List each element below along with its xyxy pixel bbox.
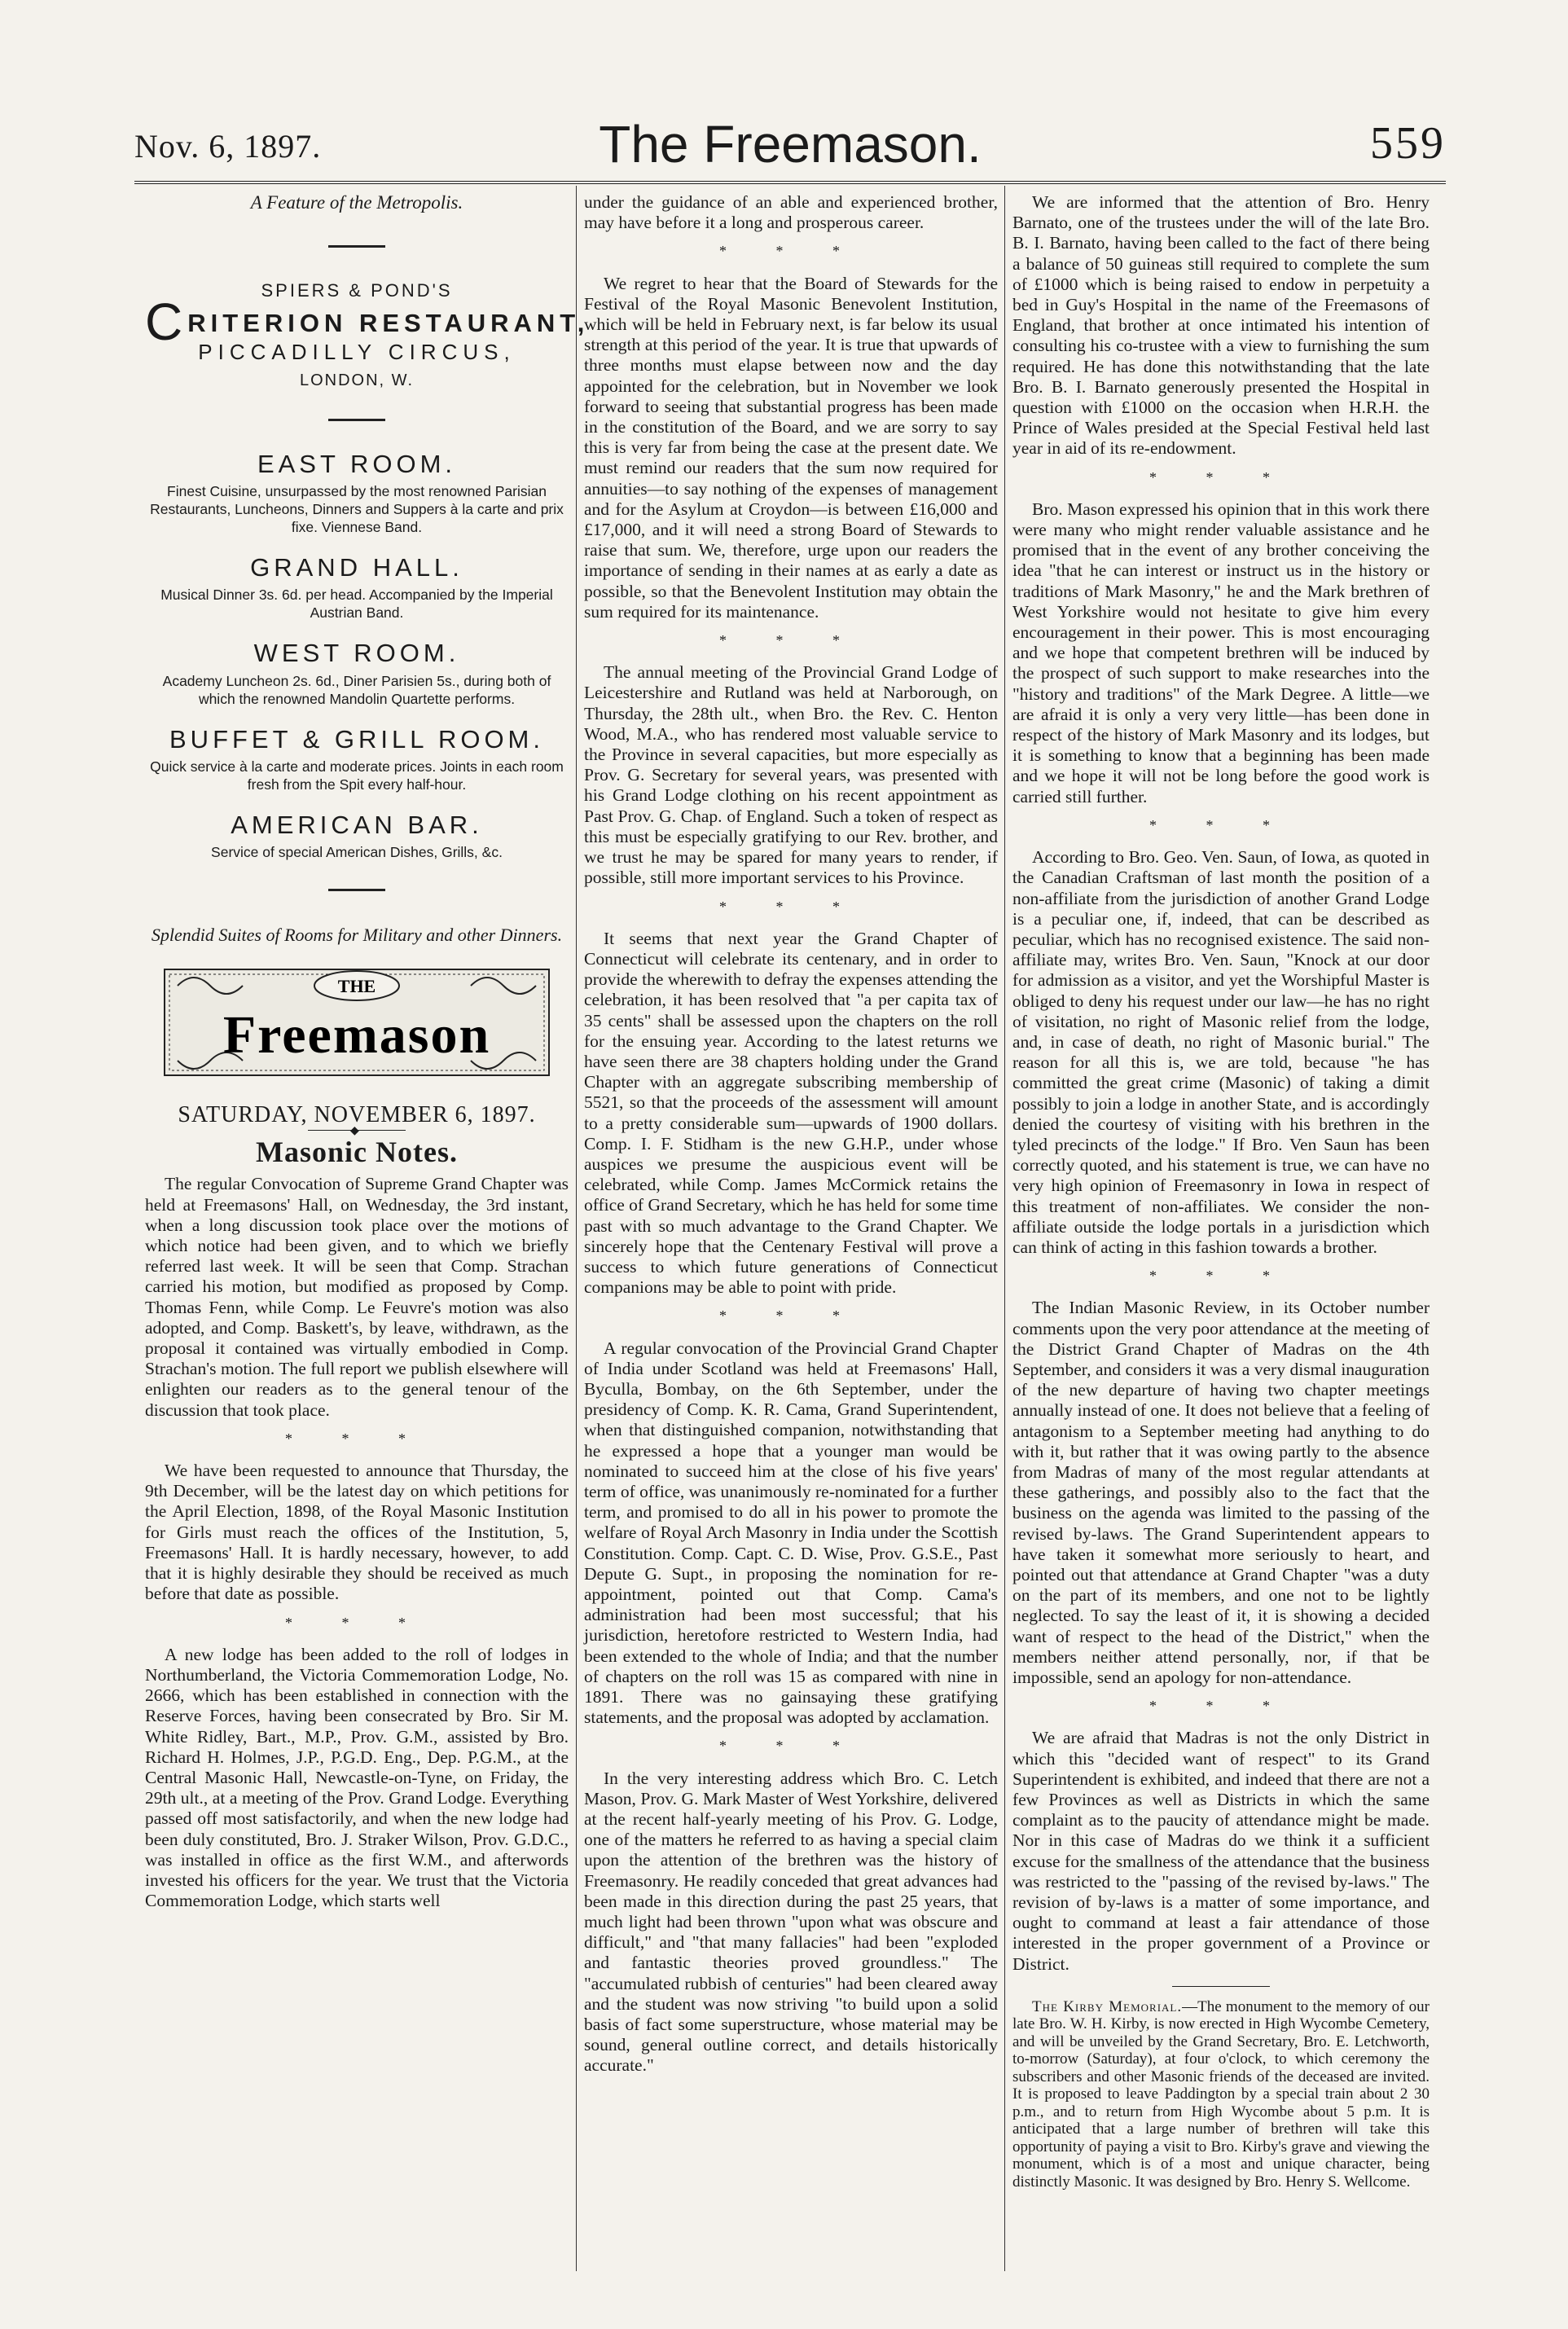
banner-title: Freemason	[222, 1005, 491, 1066]
section-separator: * * *	[719, 898, 863, 915]
article-paragraph: We are informed that the attention of Bro. Henry Barnato, one of the trustees under the will of the late Bro. B. I. Barnato, having been called to the fact of there being a balance of 50 guineas still required to complete the sum of £1000 which is being raised to endow in perpetuity a bed in Guy's Hospital in the name of the Freemasons of England, that brother at once intimated his intention of consulting his co-trustee with a view to furnishing the sum required. He has done this notwithstanding that the late Bro. B. I. Barnato generously presented the Hospital in question with £1000 on the occasion when H.R.H. the Prince of Wales presided at the Special Festival held last year in aid of its re-endowment.	[1012, 192, 1430, 459]
kirby-text: —The monument to the memory of our late Bro. W. H. Kirby, is now erected in High Wycombe Cemetery, and will be unveiled by the Grand Secretary, Bro. E. Letchworth, to-morrow (Saturday), at four o'clock, to which ceremony the subscribers and other Masonic friends of the deceased are invited. It is proposed to leave Paddington by a special train about 2 30 p.m., and to return from High Wycombe about 5 p.m. It is anticipated that a large number of brethren will take this opportunity of paying a visit to Bro. Kirby's grave and viewing the monument, which is of a most and unique character, being distinctly Masonic. It was designed by Bro. Henry S. Wellcome.	[1012, 1997, 1430, 2191]
room-title: WEST ROOM.	[253, 639, 460, 668]
section-separator: * * *	[1149, 1268, 1293, 1285]
room-description: Academy Luncheon 2s. 6d., Diner Parisien 5s., during both of which the renowned Mandolin Quartette performs.	[162, 672, 551, 707]
room-title: EAST ROOM.	[257, 450, 457, 479]
section-separator: * * *	[1149, 816, 1293, 833]
ad-rule	[328, 419, 385, 421]
article-paragraph: It seems that next year the Grand Chapter of Connecticut will celebrate its centenary, and in order to provide the wherewith to defray the expenses attending the celebration, it has been resolved that "a per capita tax of 35 cents" shall be assessed upon the chapters on the roll for the ensuing year. According to the latest returns we have seen there are 38 chapters holding under the Grand Chapter with an aggregate subscribing membership of 5521, so that the proceeds of the assessment will amount to a pretty considerable sum—upwards of 1900 dollars. Comp. I. F. Stidham is the new G.H.P., under whose auspices we presume the auspicious event will be celebrated, while Comp. James McCormick retains the office of Grand Secretary, which he has held for some time past with so much advantage to the Grand Chapter. We sincerely hope that the Centenary Festival will prove a success to which future generations of Connecticut companions may be able to point with pride.	[584, 928, 998, 1298]
room-title: GRAND HALL.	[250, 553, 463, 582]
issue-date: SATURDAY, NOVEMBER 6, 1897.	[178, 1102, 536, 1128]
ad-rule	[328, 245, 385, 248]
section-separator: * * *	[719, 243, 863, 260]
room-title: AMERICAN BAR.	[231, 810, 483, 839]
ad-location: PICCADILLY CIRCUS,	[198, 339, 516, 364]
column-1	[145, 192, 590, 1913]
ad-firm: SPIERS & POND'S	[261, 280, 453, 301]
section-separator: * * *	[719, 632, 863, 649]
freemason-banner-logo	[161, 961, 552, 1083]
article-paragraph: We have been requested to announce that Thursday, the 9th December, will be the latest day on which petitions for the April Election, 1898, of the Royal Masonic Institution for Girls must reach the offices of the Institution, 5, Freemasons' Hall. It is hardly necessary, however, to add that it is highly desirable they should be received as much before that date as possible.	[145, 1461, 569, 1604]
article-paragraph: We are afraid that Madras is not the only District in which this "decided want of respect" to its Grand Superintendent is exhibited, and indeed that there are not a few Provinces as well as Districts in which the same complaint as to the paucity of attendance might be made. Nor in this case of Madras do we think it a sufficient excuse for the smallness of the attendance that the business was restricted to the "passing of the revised by-laws." The revision of by-laws is a matter of some importance, and ought to command at least a fair attendance of those interested in the proper government of a Province or District.	[1012, 1728, 1430, 1974]
section-title: Masonic Notes.	[256, 1136, 458, 1169]
article-paragraph: In the very interesting address which Bro. C. Letch Mason, Prov. G. Mark Master of West Yorkshire, delivered at the recent half-yearly meeting of his Prov. G. Lodge, one of the matters he referred to as having a special claim upon the attention of the brethren was the history of Freemasonry. He readily conceded that great advances had been made in this direction during the past 25 years, that much light had been thrown "upon what was obscure and difficult," and "that many fallacies" had been "exploded and fantastic theories proved groundless." The "accumulated rubbish of centuries" had been cleared away and the student was now striving "to build upon a solid basis of fact some superstructure, whose material may be sound, general outline correct, and details historically accurate."	[584, 1768, 998, 2076]
article-paragraph: The annual meeting of the Provincial Grand Lodge of Leicestershire and Rutland was held at Narborough, on Thursday, the 28th ult., when Bro. the Rev. C. Henton Wood, M.A., who has rendered most valuable service to the Province in several capacities, but more especially as Prov. G. Secretary for several years, was presented with his Grand Lodge clothing on his recent appointment as Past Prov. G. Chap. of England. Such a token of respect as this must be especially gratifying to our Rev. brother, and we trust he may be spared for many years to render, if possible, still more important services to his Province.	[584, 662, 998, 888]
section-separator: * * *	[285, 1430, 428, 1447]
column-divider-1	[576, 186, 577, 2271]
ad-tagline: A Feature of the Metropolis.	[250, 192, 463, 213]
ornament-rule	[308, 1130, 406, 1131]
kirby-lead: The Kirby Memorial.	[1032, 1997, 1183, 2015]
article-paragraph: According to Bro. Geo. Ven. Saun, of Iowa, as quoted in the Canadian Craftsman of last month the position of a non-affiliate from the jurisdiction of another Grand Lodge is a peculiar one, if, indeed, that can be described as peculiar, which has no recognised existence. The said non-affiliate may, writes Bro. Ven. Saun, "Knock at our door for admission as a visitor, and yet the Worshipful Master is obliged to deny his request under our law—he has no right of visitation, no right of Masonic relief from the lodge, and, in case of death, no right of Masonic burial." The reason for all this is, we are told, because "he has committed the great crime (Masonic) of taking a dimit possibly to join a lodge in another State, and is accordingly denied the courtesy of visiting with his brethren in the tyled precincts of the lodge." If Bro. Ven Saun has been correctly quoted, and his statement is true, we can have no very high opinion of Freemasonry in Iowa in respect of this treatment of non-affiliates. We consider the non-affiliate outside the lodge portals in a jurisdiction which can think of acting in this fashion towards a brother.	[1012, 847, 1430, 1257]
article-paragraph: The regular Convocation of Supreme Grand Chapter was held at Freemasons' Hall, on Wednesday, the 3rd instant, when a long discussion took place over the motions of which notice had been given, and to which we briefly referred last week. It will be seen that Comp. Strachan carried his motion, but modified as proposed by Comp. Thomas Fenn, while Comp. Le Feuvre's motion was also adopted, and Comp. Baskett's, by leave, withdrawn, as the proposal it contained was virtually embodied in Comp. Strachan's motion. The full report we publish elsewhere will enlighten our readers as to the general tenour of the discussion that took place.	[145, 1174, 569, 1420]
room-title: BUFFET & GRILL ROOM.	[169, 724, 544, 754]
room-description: Musical Dinner 3s. 6d. per head. Accompanied by the Imperial Austrian Band.	[160, 587, 553, 622]
room-description: Finest Cuisine, unsurpassed by the most renowned Parisian Restaurants, Luncheons, Dinners and Suppers à la carte and prix fixe. Viennese Band.	[150, 483, 564, 536]
column-divider-2	[1004, 186, 1005, 2271]
ad-name-initial: C	[145, 292, 188, 352]
page-header	[134, 114, 1446, 179]
column-3	[1012, 192, 1430, 2192]
ad-name-rest: RITERION RESTAURANT,	[187, 309, 590, 338]
masthead-title: The Freemason.	[599, 115, 982, 174]
room-description: Quick service à la carte and moderate prices. Joints in each room fresh from the Spit every half-hour.	[150, 758, 564, 793]
column-2	[584, 192, 998, 2078]
ornament-rule	[1172, 1986, 1270, 1987]
article-paragraph: We regret to hear that the Board of Stewards for the Festival of the Royal Masonic Benevolent Institution, which will be held in February next, is far below its usual strength at this period of the year. It is true that upwards of three months must elapse between now and the day appointed for the celebration, but in November we look forward to seeing that substantial progress has been made in the constitution of the Board, and we are sorry to say this is very far from being the case at the present date. We must remind our readers that the sum now required for annuities—to say nothing of the expenses of management and for the Asylum at Croydon—is between £16,000 and £17,000, and it will need a strong Board of Stewards to raise that sum. We, therefore, urge upon our readers the importance of sending in their names at as early a date as possible, so that the Benevolent Institution may obtain the sum required for its maintenance.	[584, 273, 998, 622]
ad-rule	[328, 889, 385, 891]
section-separator: * * *	[719, 1307, 863, 1325]
section-separator: * * *	[719, 1738, 863, 1755]
article-paragraph: A regular convocation of the Provincial Grand Chapter of India under Scotland was held at Freemasons' Hall, Byculla, Bombay, on the 6th September, under the presidency of Comp. K. R. Cama, Grand Superintendent, when that distinguished companion, notwithstanding that he expressed a hope that a younger man would be nominated to succeed him at the close of his five years' term of office, was unanimously re-nominated for a further term, and promised to do all in his power to promote the welfare of Royal Arch Masonry in India under the Scottish Constitution. Comp. Capt. C. D. Wise, Prov. G.S.E., Past Depute G. Supt., in proposing the nomination for re-appointment, pointed out that Comp. Cama's administration had been most successful; that his jurisdiction, heretofore restricted to Western India, had been extended to the whole of India; and that the number of chapters on the roll was 15 as compared with nine in 1891. There was no gainsaying these gratifying statements, and the proposal was adopted by acclamation.	[584, 1338, 998, 1728]
header-rule	[134, 181, 1446, 184]
room-description: Service of special American Dishes, Grills, &c.	[211, 844, 503, 861]
page-number: 559	[1370, 118, 1446, 169]
section-separator: * * *	[1149, 468, 1293, 486]
article-paragraph: under the guidance of an able and experienced brother, may have before it a long and prosperous career.	[584, 192, 998, 233]
section-separator: * * *	[1149, 1698, 1293, 1715]
article-paragraph: The Indian Masonic Review, in its October number comments upon the very poor attendance at the meeting of the District Grand Chapter of Madras on the 4th September, and considers it was a very dismal inauguration of the new departure of having two chapter meetings annually instead of one. It does not believe that a feeling of antagonism to a September meeting had anything to do with it, but rather that it was owing partly to the absence from Madras of many of the most regular attendants at these gatherings, and possibly also to the fact that the business on the agenda was limited to the passing of the revised by-laws. The Grand Superintendent appears to have taken it somewhat more seriously to heart, and pointed out that attendance at Grand Chapter "was a duty on the part of its members, and one not to be lightly neglected. To say the least of it, it is showing a decided want of respect to the head of the District," when the members neither attend personally, nor, if that be impossible, send an apology for non-attendance.	[1012, 1298, 1430, 1688]
section-separator: * * *	[285, 1614, 428, 1631]
article-paragraph: A new lodge has been added to the roll of lodges in Northumberland, the Victoria Commemoration Lodge, No. 2666, which has been established in connection with the Reserve Forces, having been consecrated by Bro. Sir M. White Ridley, Bart., M.P., Prov. G.M., assisted by Bro. Richard H. Holmes, J.P., P.G.D. Eng., Dep. P.G.M., at the Central Masonic Hall, Newcastle-on-Tyne, on Friday, the 29th ult., at a meeting of the Prov. Grand Lodge. Everything passed off most satisfactorily, and when the new lodge had been duly constituted, Bro. J. Straker Wilson, Prov. G.D.C., was installed in office as the first W.M., and afterwords invested his officers for the year. We trust that the Victoria Commemoration Lodge, which starts well	[145, 1644, 569, 1911]
article-paragraph: Bro. Mason expressed his opinion that in this work there were many who might render valuable assistance and he promised that in the event of any brother conceiving the idea "that he can interest or instruct us in the history or traditions of Mark Masonry," he and the Mark brethren of West Yorkshire would not hesitate to give him every encouragement in their power. This is most encouraging and we hope that competent brethren will be induced by the prospect of such support to make researches into the "history and traditions" of the Mark Degree. A little—we are afraid it is only a very very little—has been done in respect of the history of Mark Masonry and its lodges, but it is something to know that a beginning has been made and we hope it will not be long before the good work is carried still further.	[1012, 499, 1430, 806]
header-date: Nov. 6, 1897.	[134, 128, 322, 165]
ad-town: LONDON, W.	[299, 371, 414, 389]
kirby-memorial-notice	[1012, 1998, 1430, 2191]
ad-suites: Splendid Suites of Rooms for Military and other Dinners.	[151, 925, 563, 946]
banner-the: THE	[337, 976, 376, 997]
criterion-advertisement	[145, 192, 590, 947]
